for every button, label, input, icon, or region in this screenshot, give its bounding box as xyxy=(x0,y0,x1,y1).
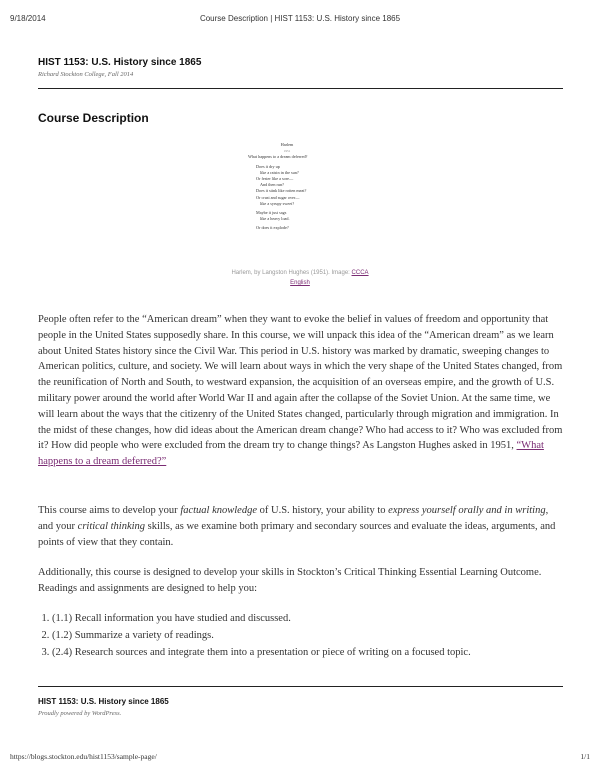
footer-site-title[interactable]: HIST 1153: U.S. History since 1865 xyxy=(38,697,169,706)
list-item: 2. (1.2) Summarize a variety of readings. xyxy=(52,627,577,644)
poem-line: like a raisin in the sun? xyxy=(260,169,299,175)
aims-emphasis: critical thinking xyxy=(77,520,146,532)
poem-first-line: What happens to a dream deferred? xyxy=(248,154,308,160)
poem-image xyxy=(248,142,368,262)
aims-text: of U.S. history, your ability to xyxy=(257,505,389,516)
poem-byline: 1951 xyxy=(283,149,291,154)
poem-line: Does it stink like rotten meat? xyxy=(256,188,307,194)
footer-divider xyxy=(38,686,563,687)
caption-text: Harlem, by Langston Hughes (1951). Image: xyxy=(231,270,352,276)
intro-text: People often refer to the “American dream” when they want to evoke the belief in values of freedom and opportunity that people in the United States supposedly share. In this course, we will unpack this idea of the “American dream” as we learn about United States history since the Civil War. This period in U.S. history was marked by dramatic, sweeping changes to American politics, culture, and society. We will learn about ways in which the very shape of the United States changed, from the reunification of North and South, to westward expansion, the acquisition of an overseas empire, and the growth of U.S. military power around the world after World War II and again after the collapse of the Soviet Union. At the same time, we will learn about the ways that the citizenry of the United States changed, particularly through migration and immigration. In the midst of these changes, how did ideas about the American dream change? Who had access to it? Who was excluded from it? How did people who were excluded from the dream try to change things? As Langston Hughes asked in 1951, xyxy=(38,314,563,452)
poem-line: Or crust and sugar over— xyxy=(256,194,300,200)
aims-emphasis: express yourself orally and in writing xyxy=(388,505,546,516)
poem-line: like a syrupy sweet? xyxy=(260,200,295,206)
poem-line: like a heavy load. xyxy=(260,216,290,222)
print-page-title: Course Description | HIST 1153: U.S. History since 1865 xyxy=(199,14,401,23)
aims-text: This course aims to develop your xyxy=(38,505,181,516)
aims-text: , and your xyxy=(38,505,549,532)
list-item: 1. (1.1) Recall information you have studied and discussed. xyxy=(52,610,577,627)
list-item: 3. (2.4) Research sources and integrate them into a presentation or piece of writing on a focused topic. xyxy=(52,644,577,661)
print-url: https://blogs.stockton.edu/hist1153/sample-page/ xyxy=(10,752,157,761)
caption-link-ccca[interactable]: CCCA xyxy=(351,270,369,276)
caption-link-english[interactable]: English xyxy=(290,280,310,286)
outcome-paragraph: Additionally, this course is designed to develop your skills in Stockton’s Critical Thinking Essential Learning Outcome. Readings and assignments are designed to help you: xyxy=(38,567,542,594)
image-caption xyxy=(200,268,400,288)
poem-line: Does it dry up xyxy=(256,163,280,169)
aims-text: skills, as we examine both primary and secondary sources and evaluate the ideas, arguments, and points of view that they contain. xyxy=(38,520,556,548)
header-divider xyxy=(38,88,563,89)
outcomes-list xyxy=(38,610,577,661)
footer-powered-by[interactable]: Proudly powered by WordPress. xyxy=(38,710,122,717)
poem-line: Maybe it just sags xyxy=(256,210,287,216)
aims-emphasis: factual knowledge xyxy=(180,505,258,516)
print-date: 9/18/2014 xyxy=(10,14,46,23)
print-page-number: 1/1 xyxy=(580,752,590,761)
poem-last-line: Or does it explode? xyxy=(256,225,289,231)
poem-line: Or fester like a sore— xyxy=(256,176,294,182)
poem-title: Harlem xyxy=(280,142,294,147)
aims-paragraph xyxy=(38,503,563,550)
intro-paragraph xyxy=(38,312,563,470)
site-title[interactable]: HIST 1153: U.S. History since 1865 xyxy=(38,57,202,68)
poem-line: And then run? xyxy=(260,182,284,188)
site-subtitle: Richard Stockton College, Fall 2014 xyxy=(38,71,134,78)
dream-deferred-link[interactable]: “What happens to a dream deferred?” xyxy=(38,440,544,468)
page-title: Course Description xyxy=(38,111,149,125)
